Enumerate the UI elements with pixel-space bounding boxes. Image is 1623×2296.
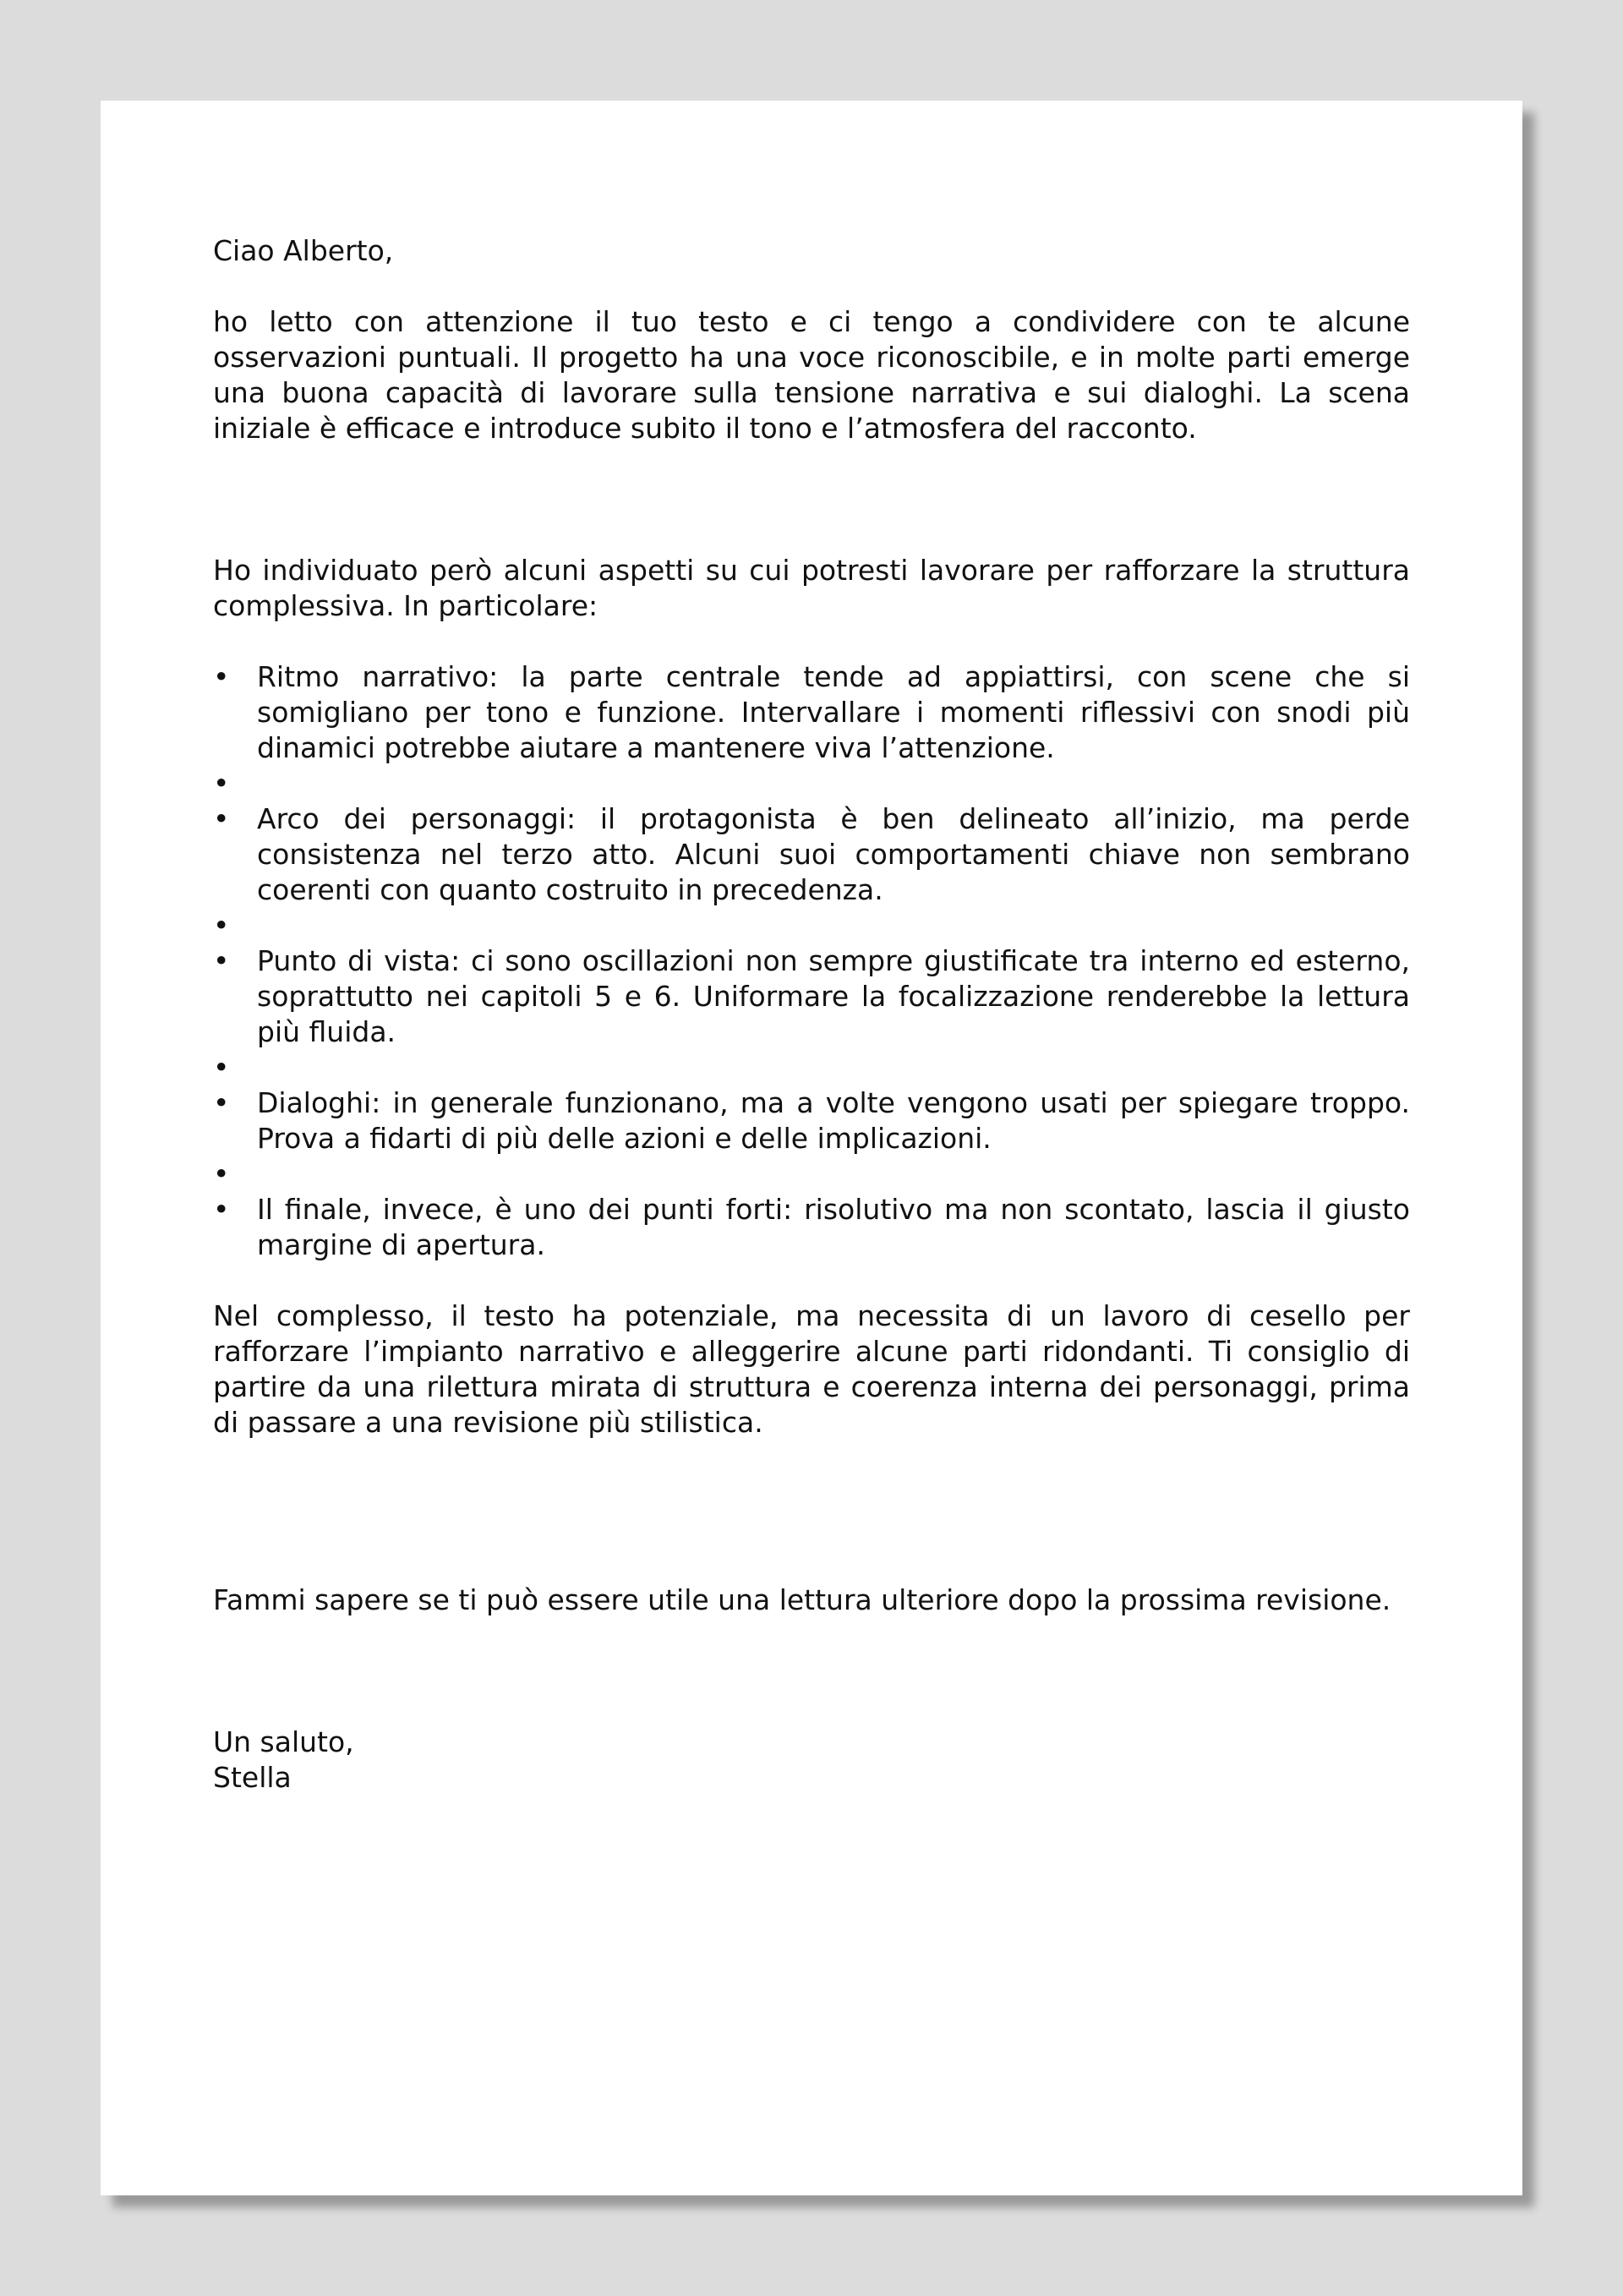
- bullet-item: [213, 801, 1410, 908]
- bullet-item: [213, 659, 1410, 766]
- bullet-dot: •: [213, 909, 230, 942]
- letter-closing: Un saluto,: [213, 1725, 354, 1758]
- bullet-text: Il finale, invece, è uno dei punti forti: risolutivo ma non scontato, lascia il giusto margine di apertura.: [257, 1193, 1410, 1261]
- letter-paragraph-summary: Nel complesso, il testo ha potenziale, ma necessita di un lavoro di cesello per rafforzare l’impianto narrativo e alleggerire alcune parti ridondanti. Ti consiglio di partire da una rilettura mirata di struttura e coerenza interna dei personaggi, prima di passare a una revisione più stilistica.: [213, 1299, 1410, 1439]
- bullet-item: [213, 1192, 1410, 1263]
- letter-greeting: Ciao Alberto,: [213, 234, 394, 267]
- bullet-dot: •: [213, 1086, 230, 1119]
- letter-paragraph-followup: Fammi sapere se ti può essere utile una lettura ulteriore dopo la prossima revisione.: [213, 1583, 1391, 1616]
- bullet-item: [213, 1085, 1410, 1156]
- bullet-item: [213, 1050, 1410, 1085]
- bullet-item: [213, 908, 1410, 943]
- bullet-dot: •: [213, 1193, 230, 1226]
- feedback-bullet-list: [213, 659, 1410, 1263]
- bullet-item: [213, 943, 1410, 1050]
- bullet-text: Punto di vista: ci sono oscillazioni non sempre giustificate tra interno ed esterno, soprattutto nei capitoli 5 e 6. Uniformare la focalizzazione renderebbe la lettura più fluida.: [257, 944, 1410, 1048]
- bullet-dot: •: [213, 944, 230, 977]
- bullet-item: [213, 1156, 1410, 1192]
- letter-paragraph-intro: ho letto con attenzione il tuo testo e ci tengo a condividere con te alcune osservazioni puntuali. Il progetto ha una voce riconoscibile, e in molte parti emerge una buona capacità di lavorare sulla tensione narrativa e sui dialoghi. La scena iniziale è efficace e introduce subito il tono e l’atmosfera del racconto.: [213, 305, 1410, 445]
- document-page: [101, 101, 1522, 2195]
- bullet-text: Arco dei personaggi: il protagonista è ben delineato all’inizio, ma perde consistenza nel terzo atto. Alcuni suoi comportamenti chiave non sembrano coerenti con quanto costruito in precedenza.: [257, 802, 1410, 906]
- bullet-dot: •: [213, 1157, 230, 1190]
- bullet-dot: •: [213, 802, 230, 835]
- bullet-text: Dialoghi: in generale funzionano, ma a volte vengono usati per spiegare troppo. Prova a fidarti di più delle azioni e delle implicazioni.: [257, 1086, 1410, 1155]
- bullet-dot: •: [213, 660, 230, 693]
- letter-signature: Stella: [213, 1761, 292, 1794]
- bullet-dot: •: [213, 1051, 230, 1084]
- bullet-item: [213, 766, 1410, 801]
- bullet-dot: •: [213, 767, 230, 800]
- letter-paragraph-aspects: Ho individuato però alcuni aspetti su cui potresti lavorare per rafforzare la struttura complessiva. In particolare:: [213, 554, 1410, 622]
- bullet-text: Ritmo narrativo: la parte centrale tende ad appiattirsi, con scene che si somigliano per tono e funzione. Intervallare i momenti riflessivi con snodi più dinamici potrebbe aiutare a mantenere viva l’attenzione.: [257, 660, 1410, 764]
